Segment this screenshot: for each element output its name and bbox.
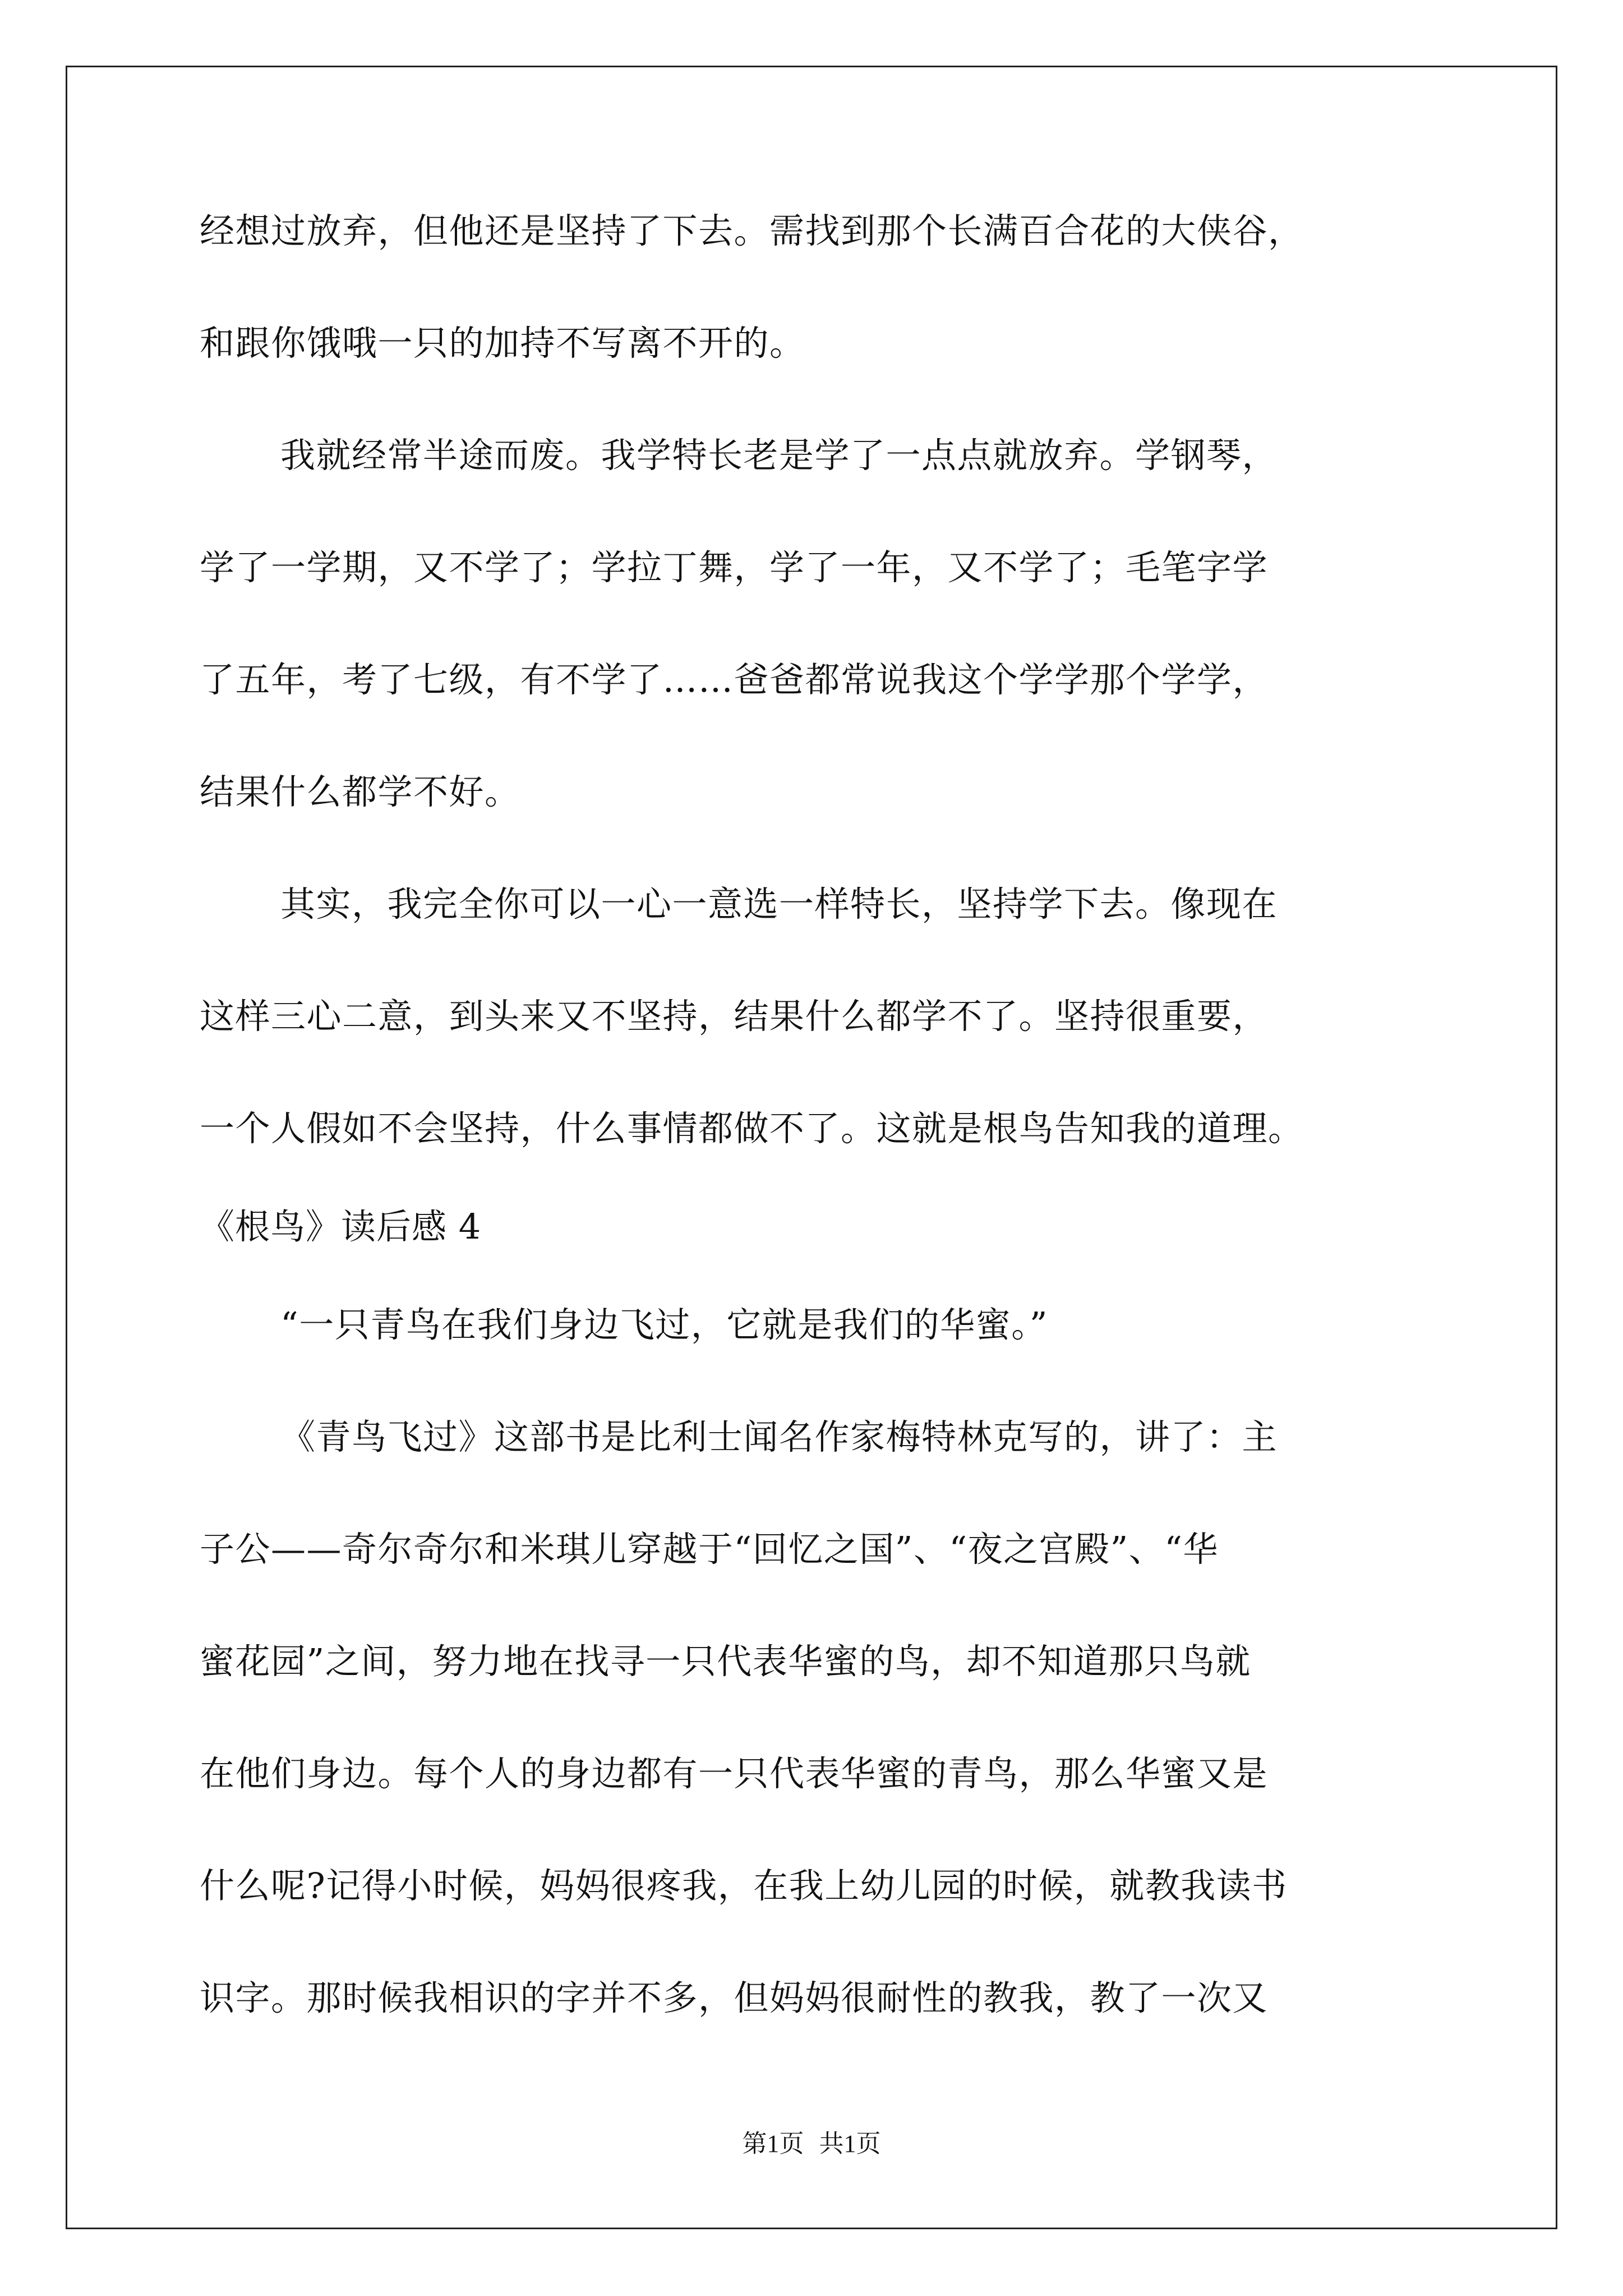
text-line: 结果什么都学不好。: [200, 771, 520, 812]
text-line: 学了一学期，又不学了；学拉丁舞，学了一年，又不学了；毛笔字学: [200, 547, 1269, 588]
quote-line: “一只青鸟在我们身边飞过，它就是我们的华蜜。”: [280, 1304, 1048, 1345]
text-line: 和跟你饿哦一只的加持不写离不开的。: [200, 323, 805, 364]
text-line: 在他们身边。每个人的身边都有一只代表华蜜的青鸟，那么华蜜又是: [200, 1753, 1269, 1794]
text-line: 这样三心二意，到头来又不坚持，结果什么都学不了。坚持很重要，: [200, 996, 1269, 1037]
paragraph-start: 《青鸟飞过》这部书是比利士闻名作家梅特林克写的，讲了：主: [280, 1416, 1278, 1457]
page-number: 第1页: [742, 2130, 804, 2157]
section-heading: 《根鸟》读后感 4: [200, 1206, 482, 1247]
text-line: 什么呢?记得小时候，妈妈很疼我，在我上幼儿园的时候，就教我读书: [200, 1865, 1288, 1906]
text-line: 子公——奇尔奇尔和米琪儿穿越于“回忆之国”、“夜之宫殿”、“华: [200, 1529, 1219, 1570]
paragraph-start: 其实，我完全你可以一心一意选一样特长，坚持学下去。像现在: [280, 884, 1278, 924]
page-total: 共1页: [819, 2130, 881, 2157]
paragraph-start: 我就经常半途而废。我学特长老是学了一点点就放弃。学钢琴，: [280, 435, 1278, 476]
text-line: 识字。那时候我相识的字并不多，但妈妈很耐性的教我，教了一次又: [200, 1977, 1269, 2018]
text-line: 一个人假如不会坚持，什么事情都做不了。这就是根鸟告知我的道理。: [200, 1108, 1304, 1149]
page-footer: [0, 2128, 1623, 2160]
text-line: 蜜花园”之间，努力地在找寻一只代表华蜜的鸟，却不知道那只鸟就: [200, 1641, 1251, 1682]
text-line: 经想过放弃，但他还是坚持了下去。需找到那个长满百合花的大侠谷，: [200, 210, 1304, 251]
text-line: 了五年，考了七级，有不学了……爸爸都常说我这个学学那个学学，: [200, 659, 1269, 700]
